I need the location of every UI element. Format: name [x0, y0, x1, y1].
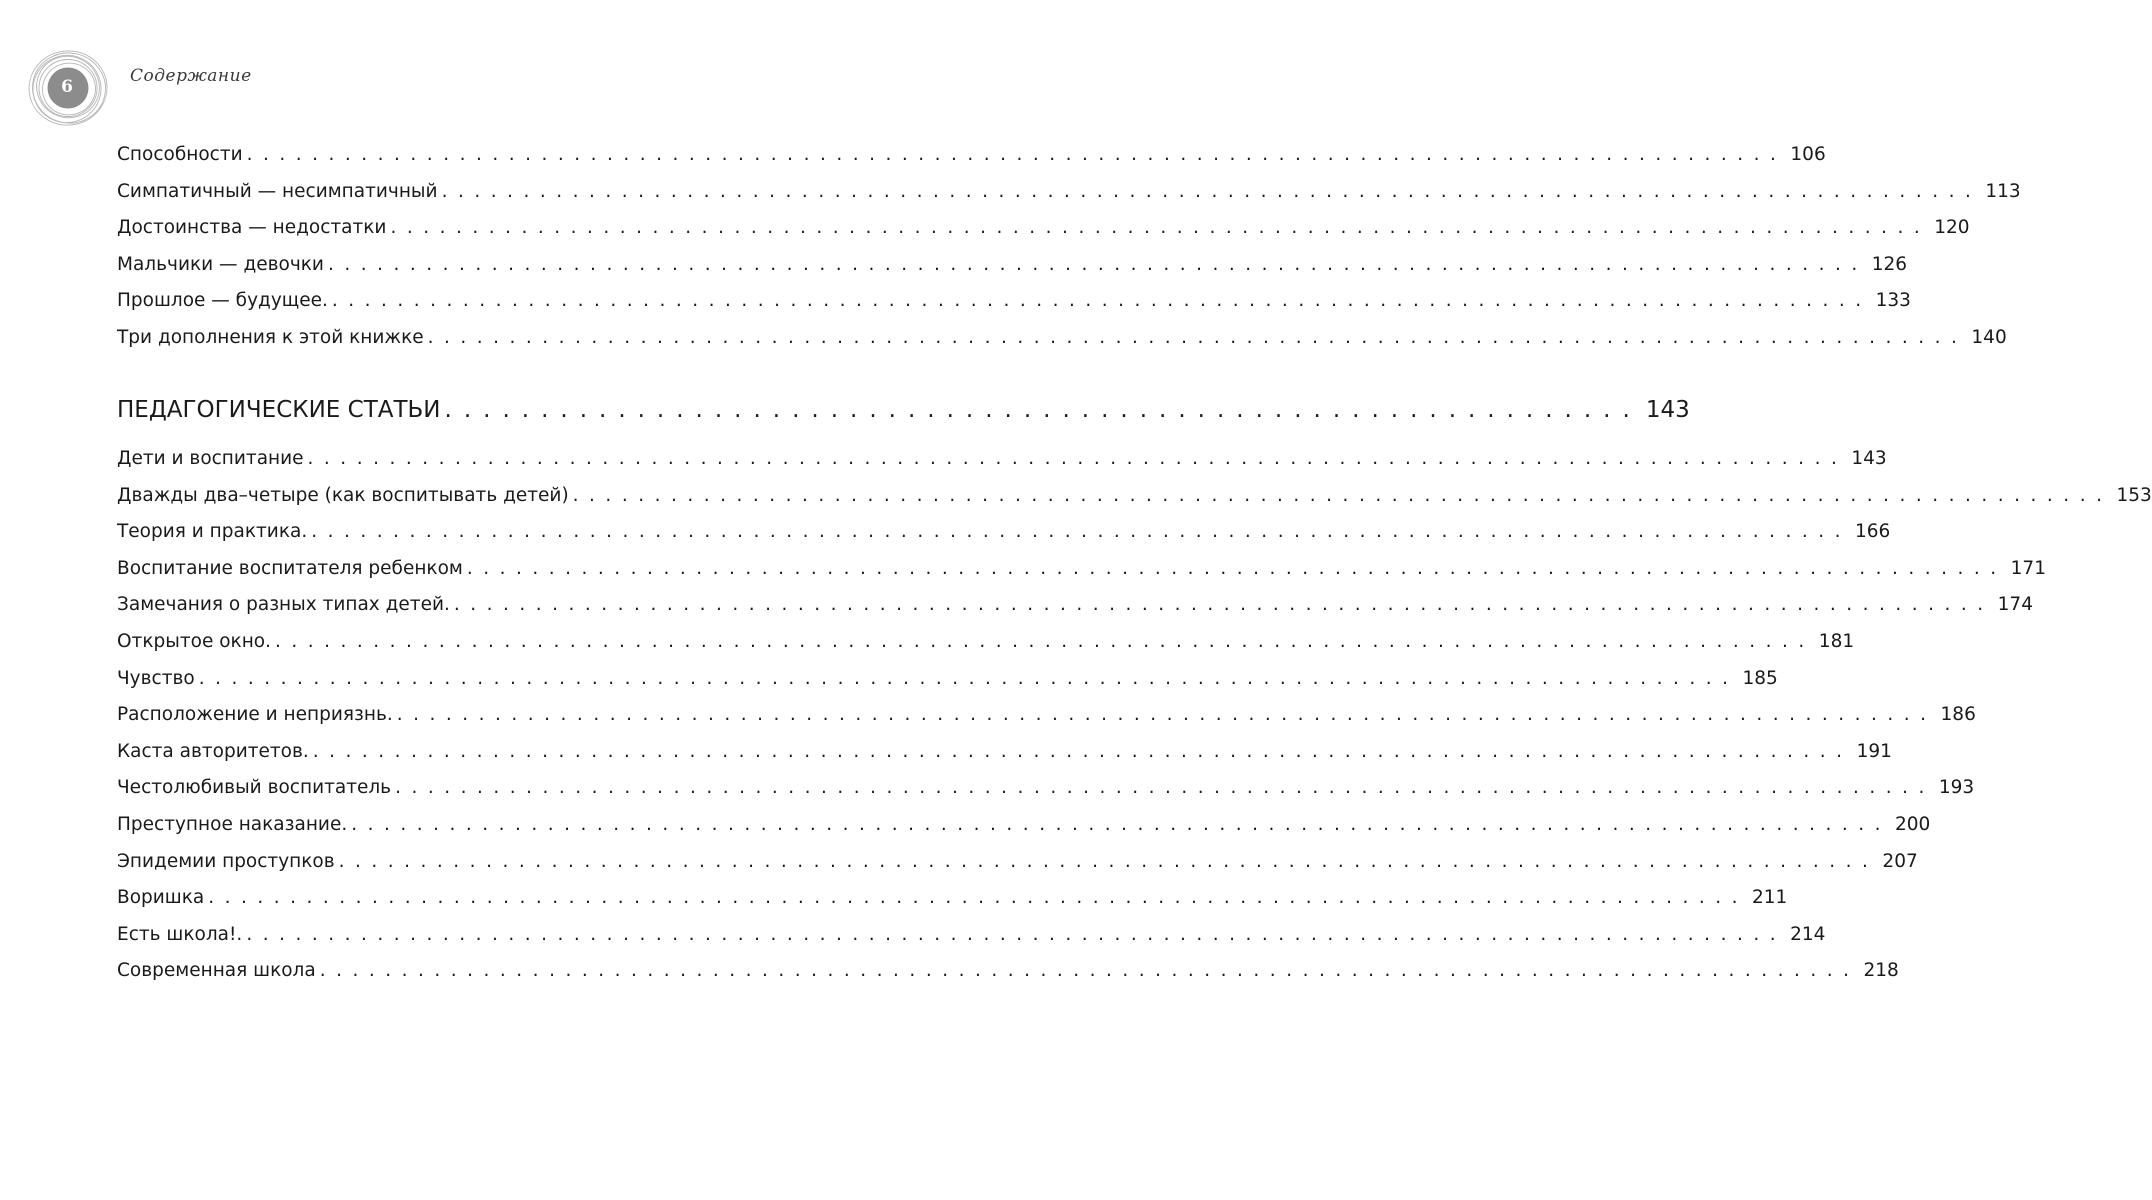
running-header: Содержание: [130, 66, 252, 86]
dot-leader: ..............................................................................................: [396, 704, 1937, 726]
section-page: 143: [1645, 397, 1690, 423]
toc-entry-title: Каста авторитетов.: [117, 740, 309, 762]
toc-entry-title: Замечания о разных типах детей.: [117, 594, 450, 616]
dot-leader: ..............................................................................................: [338, 850, 1879, 872]
toc-entry-title: Воришка: [117, 887, 205, 909]
toc-entry-title: Достоинства — недостатки: [117, 217, 387, 239]
dot-leader: ..............................................................................................: [312, 740, 1853, 762]
toc-entry-page: 106: [1790, 144, 1826, 165]
toc-entry-page: 133: [1875, 290, 1911, 312]
dot-leader: ..............................................................................................: [441, 180, 1982, 202]
toc-entry[interactable]: [117, 441, 1887, 478]
toc-entry-title: Преступное наказание.: [117, 813, 348, 835]
toc-entry[interactable]: [117, 174, 2021, 211]
toc-entry-page: 113: [1985, 180, 2021, 202]
toc-entry[interactable]: [117, 478, 2152, 515]
toc-entry-page: 143: [1851, 448, 1887, 469]
toc-entry-page: 186: [1940, 704, 1976, 726]
toc-entry[interactable]: [117, 551, 2046, 588]
toc-entry-page: 218: [1863, 960, 1899, 982]
toc-entry-title: Три дополнения к этой книжке: [117, 326, 424, 348]
toc-entry[interactable]: [117, 514, 1891, 551]
dot-leader: ..............................................................................................: [453, 594, 1994, 616]
dot-leader: ..............................................................................................: [390, 217, 1931, 239]
toc-entry-title: Чувство: [117, 667, 195, 689]
toc-entry-title: Честолюбивый воспитатель: [117, 777, 392, 799]
toc-entry-page: 185: [1742, 667, 1778, 689]
dot-leader: ..............................................................................................: [466, 557, 2007, 579]
toc-entry-page: 153: [2116, 484, 2152, 506]
toc-entry-page: 207: [1882, 850, 1918, 872]
toc-entry[interactable]: [117, 807, 1931, 844]
toc-entry[interactable]: [117, 587, 2033, 624]
toc-entry-title: Воспитание воспитателя ребенком: [117, 557, 463, 579]
toc-entry-title: Дважды два–четыре (как воспитывать детей): [117, 484, 569, 506]
toc-entry-title: Мальчики — девочки: [117, 253, 324, 275]
dot-leader: ..............................................................................................: [572, 484, 2113, 506]
toc-entry-page: 120: [1934, 217, 1970, 239]
toc-entry[interactable]: [117, 137, 1826, 174]
toc-entry[interactable]: [117, 917, 1826, 954]
toc-entry-page: 181: [1818, 630, 1855, 652]
toc-entry-page: 191: [1856, 740, 1892, 762]
page-number: 6: [61, 77, 73, 97]
toc-entry-title: Расположение и неприязнь.: [117, 704, 393, 726]
dot-leader: ..............................................................................................: [395, 777, 1935, 799]
toc-entry[interactable]: [117, 734, 1892, 771]
section-title: ПЕДАГОГИЧЕСКИЕ СТАТЬИ: [117, 397, 441, 423]
toc-entry-page: 126: [1871, 253, 1908, 275]
toc-entry-title: Есть школа!.: [117, 923, 243, 945]
dot-leader: ..............................................................................................: [427, 326, 1968, 348]
toc-entry-title: Современная школа: [117, 960, 316, 982]
toc-entry-title: Прошлое — будущее.: [117, 290, 328, 312]
dot-leader: ..............................................................................................: [275, 630, 1815, 652]
toc-entry[interactable]: [117, 320, 2007, 357]
toc-entry-page: 214: [1790, 923, 1826, 945]
dot-leader: ..............................................................................................: [246, 144, 1787, 165]
page-header: [0, 0, 817, 130]
toc-entry-page: 193: [1938, 777, 1975, 799]
toc-entry[interactable]: [117, 661, 1778, 698]
dot-leader: ..............................................................................................: [331, 290, 1872, 312]
toc-entry[interactable]: [117, 844, 1918, 881]
toc-entry-title: Теория и практика.: [117, 521, 308, 543]
dot-leader: ..............................................................................................: [311, 521, 1852, 543]
toc-entry-page: 174: [1997, 594, 2033, 616]
dot-leader: ..............................................................................................: [351, 813, 1891, 835]
toc-entry-title: Дети и воспитание: [117, 448, 304, 469]
toc-list-top: [117, 137, 2021, 357]
toc-entry-page: 200: [1894, 813, 1931, 835]
toc-entry-page: 171: [2010, 557, 2046, 579]
toc-section-heading[interactable]: [117, 388, 1690, 432]
toc-entry-title: Эпидемии проступков: [117, 850, 335, 872]
toc-entry[interactable]: [117, 210, 1970, 247]
toc-entry[interactable]: [117, 247, 1908, 284]
toc-entry[interactable]: [117, 624, 1855, 661]
toc-entry[interactable]: [117, 880, 1788, 917]
dot-leader: ..............................................................................................: [307, 448, 1848, 469]
toc-entry-title: Открытое окно.: [117, 630, 272, 652]
toc-entry[interactable]: [117, 697, 1976, 734]
toc-entry[interactable]: [117, 953, 1899, 990]
toc-entry-title: Симпатичный — несимпатичный: [117, 180, 438, 202]
dot-leader: ..............................................................................................: [327, 253, 1868, 275]
dot-leader: ..............................................................................................: [246, 923, 1787, 945]
toc-entry-page: 166: [1855, 521, 1891, 543]
toc-entry-page: 211: [1752, 887, 1788, 909]
dot-leader: ..............................................................................................: [198, 667, 1739, 689]
toc-entry-page: 140: [1971, 326, 2007, 348]
toc-entry[interactable]: [117, 283, 1911, 320]
dot-leader: ..............................................................................................: [208, 887, 1748, 909]
toc-list-section: [117, 441, 2152, 990]
toc-entry-title: Способности: [117, 144, 243, 165]
dot-leader: ..............................................................: [444, 397, 1642, 423]
toc-entry[interactable]: [117, 770, 1975, 807]
dot-leader: ..............................................................................................: [319, 960, 1860, 982]
